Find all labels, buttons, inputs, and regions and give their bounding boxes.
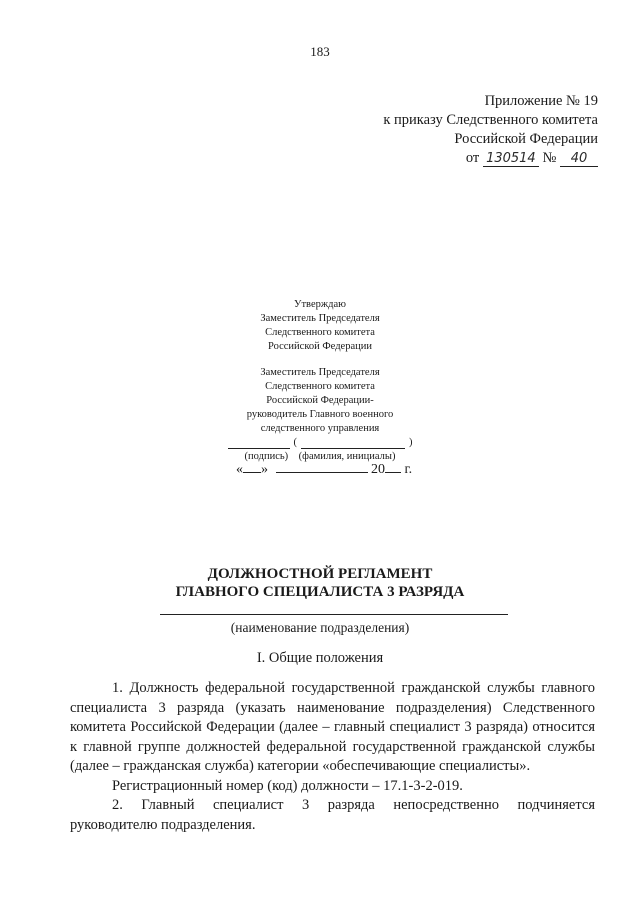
title-line-2: ГЛАВНОГО СПЕЦИАЛИСТА 3 РАЗРЯДА [175,584,465,600]
page-number: 183 [310,44,330,59]
annex-line-2: к приказу Следственного комитета [383,112,598,128]
signature-blank [228,436,290,449]
signature-open-paren: ( [293,437,297,448]
annex-block [318,92,598,168]
subdivision-rule [160,614,508,615]
number-prefix: № [542,150,557,166]
approval-line-6: Следственного комитета [265,381,375,392]
day-blank [243,459,261,473]
annex-line-1: Приложение № 19 [484,93,598,109]
annex-date-line [318,149,598,168]
approval-line-7: Российской Федерации- [266,395,374,406]
subdivision-caption: (наименование подразделения) [230,620,410,635]
handwritten-number: 40 [560,152,598,167]
approval-line-1: Утверждаю [294,299,346,310]
approval-block [170,298,470,464]
approval-gap [170,354,470,366]
approval-line-4: Российской Федерации [268,341,372,352]
paragraph-1: 1. Должность федеральной государственной гражданской службы главного специалиста 3 разряда (указать наименование подразделения) Следственного комитета Российской Федерации (далее – главный специалист 3 разряда) относится к главной группе должностей федеральной государственной гражданской службы (далее – гражданская служба) категории «обеспечивающие специалисты». [70,680,595,774]
approval-line-9: следственного управления [260,423,380,434]
approval-line-5: Заместитель Председателя [260,367,380,378]
date-prefix: от [465,150,480,166]
paragraph-3: 2. Главный специалист 3 разряда непосредственно подчиняется руководителю подразделения. [70,797,595,833]
caption-signature: (подпись) [244,451,289,462]
signature-close-paren: ) [409,437,413,448]
handwritten-date: 130514 [483,152,539,167]
date-close-quote: » [261,462,268,477]
approval-date-line [236,459,412,478]
document-title [0,565,640,601]
year-suffix: г. [404,462,413,477]
date-open-quote: « [236,462,243,477]
approval-line-8: руководитель Главного военного [246,409,394,420]
approval-line-3: Следственного комитета [265,327,375,338]
approval-line-2: Заместитель Председателя [260,313,380,324]
name-blank [301,436,405,449]
annex-line-3: Российской Федерации [454,131,598,147]
signature-line [170,436,470,450]
title-line-1: ДОЛЖНОСТНОЙ РЕГЛАМЕНТ [207,566,433,582]
year-prefix: 20 [371,462,385,477]
paragraph-2: Регистрационный номер (код) должности – 17.1-3-2-019. [112,777,463,794]
caption-name: (фамилия, инициалы) [298,451,396,462]
month-blank [276,459,368,473]
body-text [70,679,595,835]
year-blank [385,459,401,473]
section-heading: I. Общие положения [256,650,384,666]
